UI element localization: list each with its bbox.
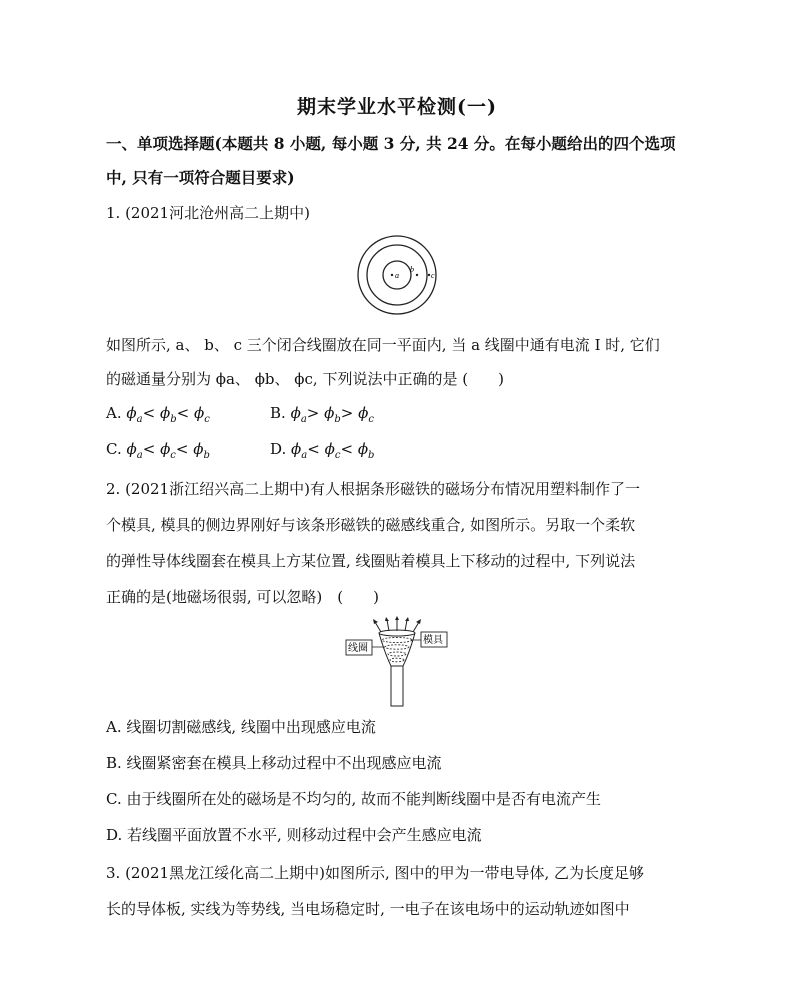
q1-option-a[interactable]: A. $\phi_a< \phi_b< \phi_c$ (106, 404, 210, 425)
point-c (428, 274, 430, 276)
q1-option-b[interactable]: B. $\phi_a> \phi_b> \phi_c$ (270, 404, 374, 425)
label-c: c (431, 271, 435, 280)
q2-line-2: 个模具, 模具的侧边界刚好与该条形磁铁的磁感线重合, 如图所示。另取一个柔软 (106, 516, 636, 534)
q2-option-c[interactable]: C. 由于线圈所在处的磁场是不均匀的, 故而不能判断线圈中是否有电流产生 (106, 790, 602, 808)
label-coil: 线圈 (348, 643, 368, 654)
point-a (391, 274, 393, 276)
section-heading-line-1: 一、单项选择题(本题共 8 小题, 每小题 3 分, 共 24 分。在每小题给出的四个选项 (106, 134, 676, 153)
label-b: b (410, 265, 414, 274)
point-b (416, 274, 418, 276)
q1-option-d[interactable]: D. $\phi_a< \phi_c< \phi_b$ (270, 440, 375, 461)
q1-concentric-coils-figure (355, 234, 440, 316)
bar-post (391, 666, 403, 706)
q2-option-b[interactable]: B. 线圈紧密套在模具上移动过程中不出现感应电流 (106, 754, 442, 772)
q3-line-1: 3. (2021黑龙江绥化高二上期中)如图所示, 图中的甲为一带电导体, 乙为长度足够 (106, 864, 645, 882)
q2-line-4: 正确的是(地磁场很弱, 可以忽略) ( ) (106, 588, 379, 606)
q1-text-line-2: 的磁通量分别为 ϕa、 ϕb、 ϕc, 下列说法中正确的是 ( ) (106, 370, 504, 388)
page-title: 期末学业水平检测(一) (297, 96, 497, 118)
q3-line-2: 长的导体板, 实线为等势线, 当电场稳定时, 一电子在该电场中的运动轨迹如图中 (106, 900, 630, 918)
q2-option-a[interactable]: A. 线圈切割磁感线, 线圈中出现感应电流 (106, 718, 376, 736)
q1-text-line-1: 如图所示, a、 b、 c 三个闭合线圈放在同一平面内, 当 a 线圈中通有电流 I 时, 它们 (106, 336, 660, 354)
q2-option-d[interactable]: D. 若线圈平面放置不水平, 则移动过程中会产生感应电流 (106, 826, 482, 844)
label-a: a (395, 271, 399, 280)
label-mold: 模具 (423, 635, 443, 646)
q2-line-3: 的弹性导体线圈套在模具上方某位置, 线圈贴着模具上下移动的过程中, 下列说法 (106, 552, 636, 570)
q2-mold-coil-figure (345, 616, 450, 708)
q1-option-c[interactable]: C. $\phi_a< \phi_c< \phi_b$ (106, 440, 210, 461)
q2-line-1: 2. (2021浙江绍兴高二上期中)有人根据条形磁铁的磁场分布情况用塑料制作了一 (106, 480, 640, 498)
section-heading-line-2: 中, 只有一项符合题目要求) (106, 168, 295, 187)
q1-source: 1. (2021河北沧州高二上期中) (106, 204, 310, 222)
